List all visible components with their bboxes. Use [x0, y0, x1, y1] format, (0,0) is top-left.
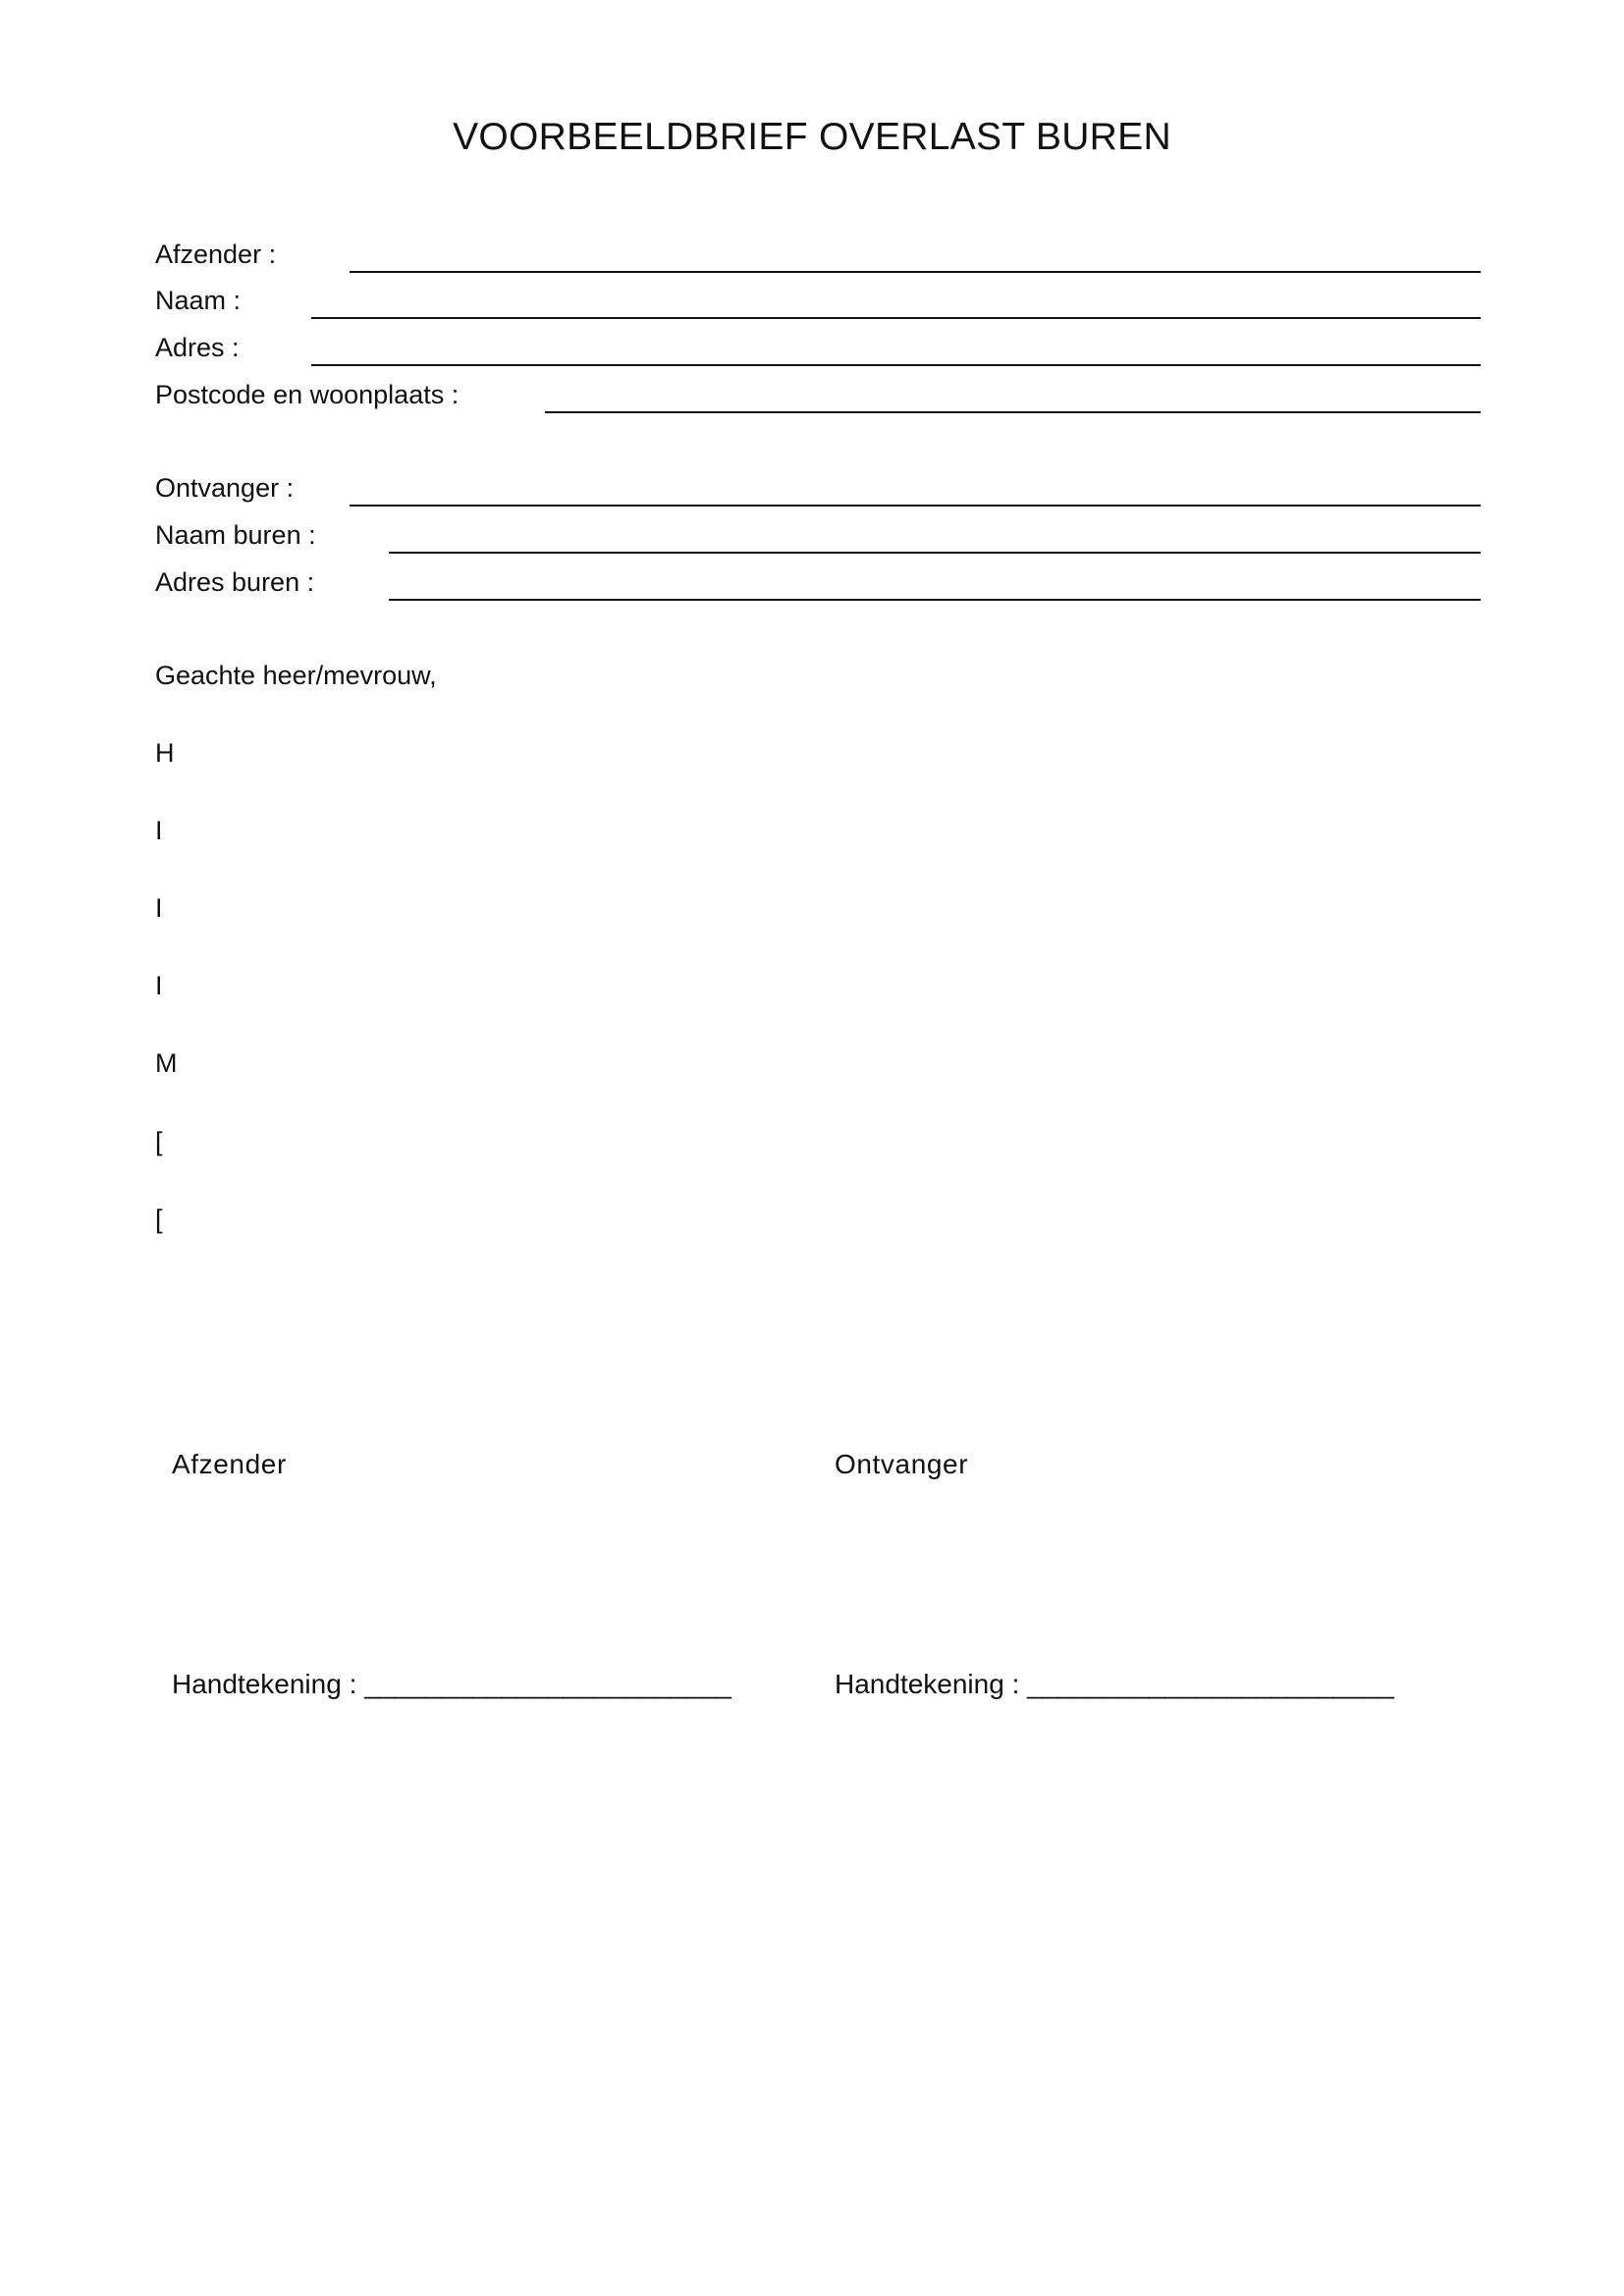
- body-line: [: [155, 1204, 163, 1234]
- salutation: Geachte heer/mevrouw,: [155, 661, 437, 690]
- signature-left-title: Afzender: [172, 1449, 287, 1479]
- sender-heading-label: Afzender :: [155, 240, 277, 269]
- signature-right-line[interactable]: Handtekening : ________________________: [835, 1669, 1394, 1699]
- sender-postcode-label: Postcode en woonplaats :: [155, 380, 460, 409]
- sender-heading-field-line[interactable]: [350, 271, 1481, 273]
- body-line: I: [155, 816, 163, 845]
- body-line: [: [155, 1127, 163, 1156]
- sender-postcode-field-line[interactable]: [545, 411, 1481, 413]
- recipient-name-field-line[interactable]: [389, 552, 1481, 554]
- recipient-address-field-line[interactable]: [389, 599, 1481, 601]
- sender-address-label: Adres :: [155, 333, 240, 362]
- sender-name-label: Naam :: [155, 286, 242, 315]
- body-line: I: [155, 971, 163, 1000]
- body-line: M: [155, 1048, 178, 1078]
- signature-left-line[interactable]: Handtekening : ________________________: [172, 1669, 731, 1699]
- body-line: I: [155, 893, 163, 923]
- recipient-name-label: Naam buren :: [155, 520, 316, 550]
- signature-right-title: Ontvanger: [835, 1449, 969, 1479]
- sender-address-field-line[interactable]: [311, 364, 1481, 366]
- body-line: H: [155, 738, 175, 768]
- recipient-heading-label: Ontvanger :: [155, 473, 295, 503]
- recipient-heading-field-line[interactable]: [350, 505, 1481, 507]
- recipient-address-label: Adres buren :: [155, 567, 315, 597]
- page-title: VOORBEELDBRIEF OVERLAST BUREN: [453, 116, 1171, 158]
- sender-name-field-line[interactable]: [311, 317, 1481, 319]
